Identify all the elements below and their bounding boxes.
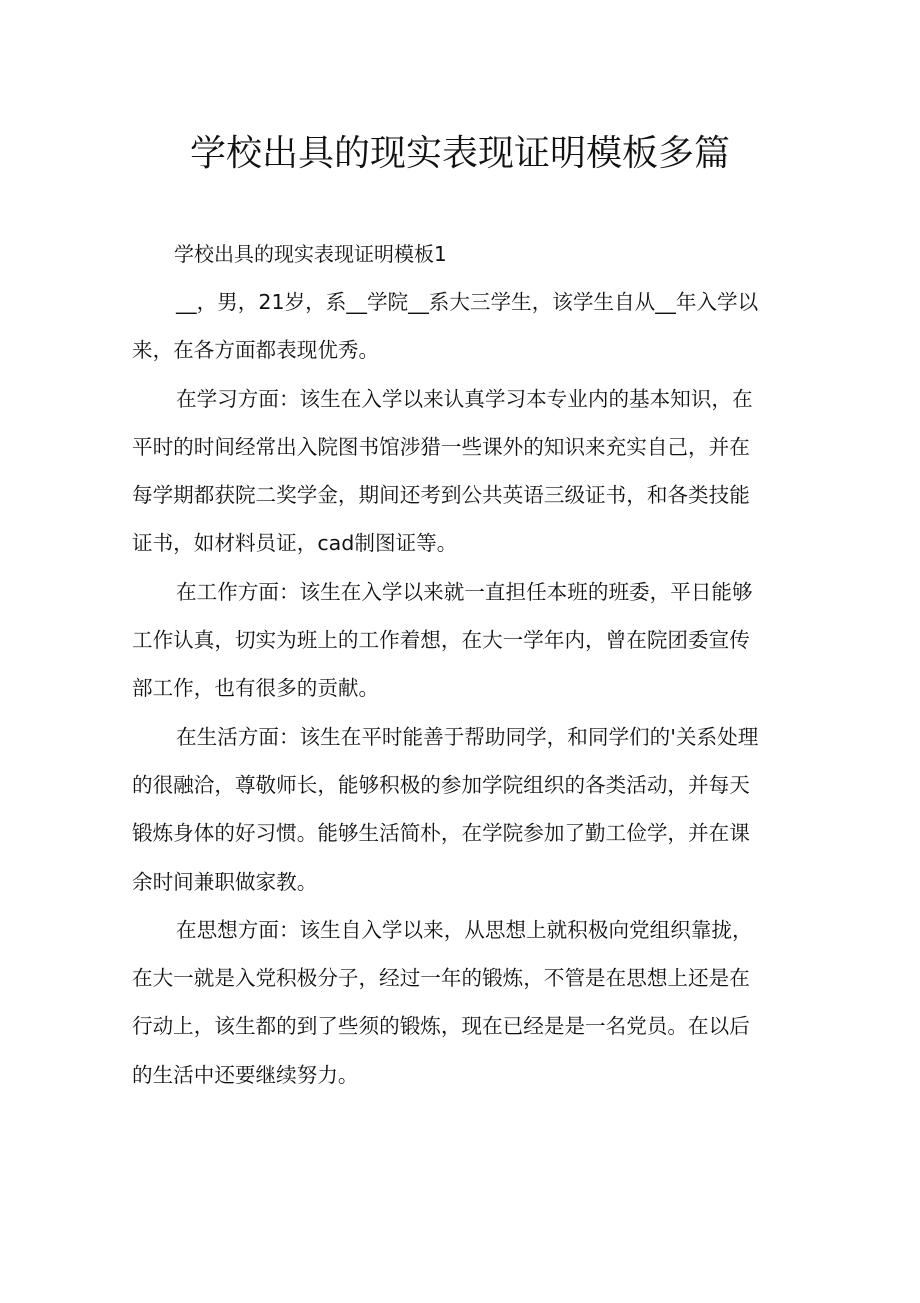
paragraph-line: 行动上，该生都的到了些须的锻炼，现在已经是是一名党员。在以后 xyxy=(132,1014,750,1039)
section-subtitle: 学校出具的现实表现证明模板1 xyxy=(174,242,447,266)
document-body xyxy=(132,230,782,1099)
paragraph-line: 的生活中还要继续努力。 xyxy=(132,1062,359,1087)
paragraph-line: 工作认真，切实为班上的工作着想，在大一学年内，曾在院团委宣传 xyxy=(132,628,750,653)
paragraph-line: 锻炼身体的好习惯。能够生活简朴，在学院参加了勤工俭学，并在课 xyxy=(132,821,750,846)
paragraph xyxy=(132,278,782,375)
paragraph xyxy=(132,375,782,568)
paragraph-line: 每学期都获院二奖学金，期间还考到公共英语三级证书，和各类技能 xyxy=(132,483,750,508)
document-title: 学校出具的现实表现证明模板多篇 xyxy=(189,133,730,174)
paragraph-line: 部工作，也有很多的贡献。 xyxy=(132,676,380,701)
paragraph-line: 在工作方面：该生在入学以来就一直担任本班的班委，平日能够 xyxy=(176,579,753,604)
paragraph-line: 在大一就是入党积极分子，经过一年的锻炼，不管是在思想上还是在 xyxy=(132,966,750,991)
paragraph xyxy=(132,906,782,1099)
paragraph-line: 证书，如材料员证，cad制图证等。 xyxy=(132,531,458,556)
paragraph-line: 的很融洽，尊敬师长，能够积极的参加学院组织的各类活动，并每天 xyxy=(132,772,750,797)
paragraph-line: 来，在各方面都表现优秀。 xyxy=(132,338,380,363)
paragraph xyxy=(132,568,782,713)
paragraph-line: __，男，21岁，系__学院__系大三学生，该学生自从__年入学以 xyxy=(176,290,759,314)
paragraph-line: 平时的时间经常出入院图书馆涉猎一些课外的知识来充实自己，并在 xyxy=(132,434,750,459)
paragraph-line: 在思想方面：该生自入学以来，从思想上就积极向党组织靠拢， xyxy=(176,917,753,942)
paragraph-line: 在生活方面：该生在平时能善于帮助同学，和同学们的'关系处理 xyxy=(176,724,759,749)
paragraph-line: 在学习方面：该生在入学以来认真学习本专业内的基本知识，在 xyxy=(176,386,753,411)
paragraph-line: 余时间兼职做家教。 xyxy=(132,869,318,894)
paragraph xyxy=(132,713,782,906)
paragraphs xyxy=(132,278,782,1099)
